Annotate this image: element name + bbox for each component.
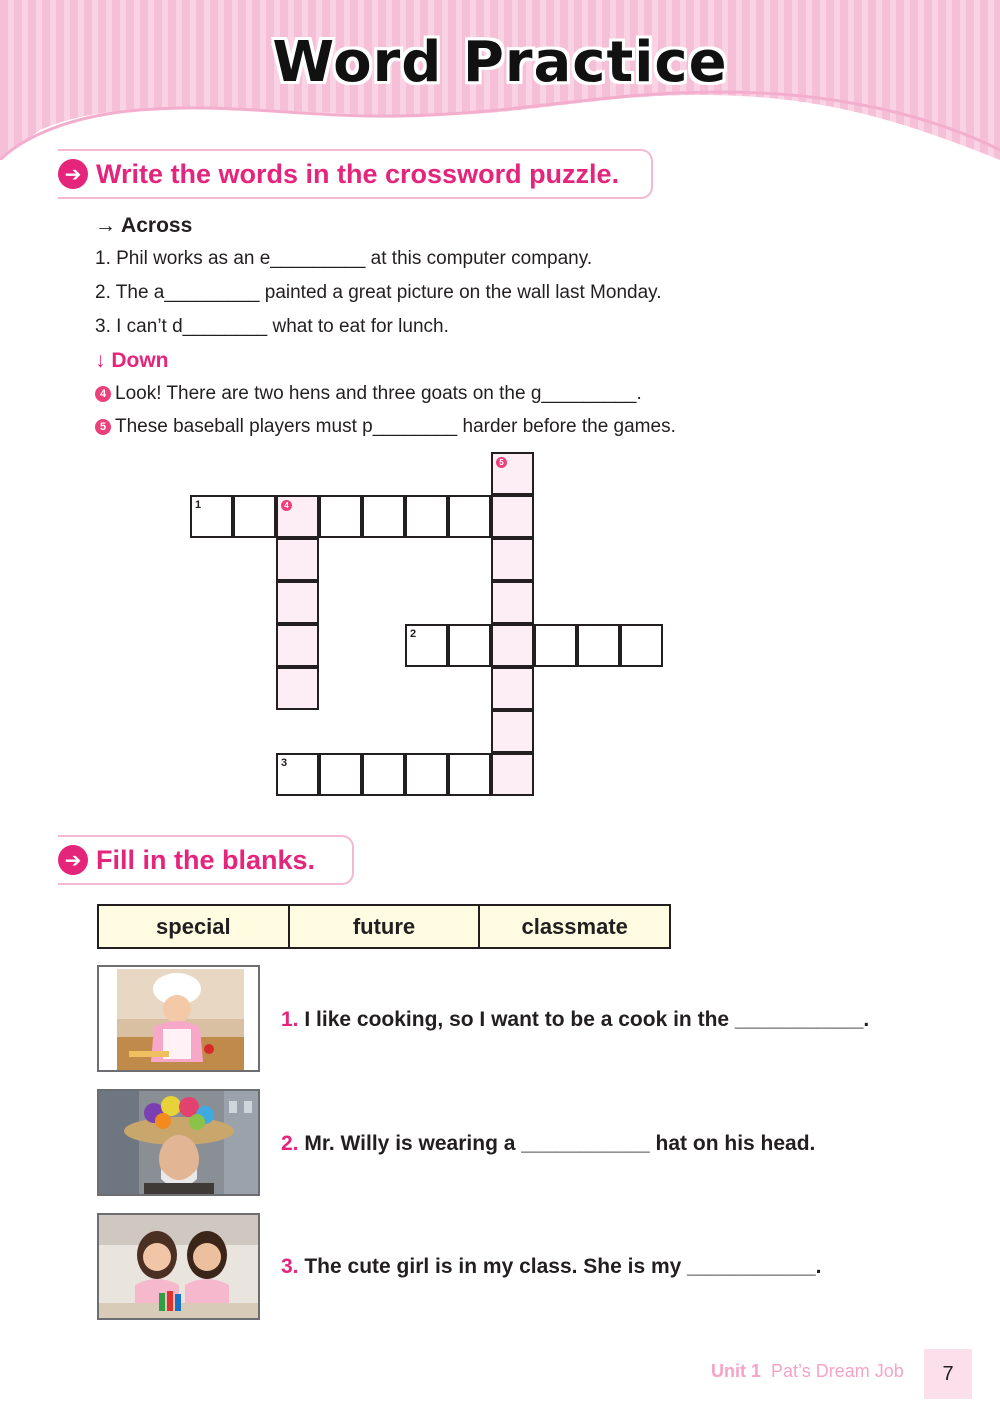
cooking-girl-image (97, 965, 260, 1072)
footer-unit (711, 1361, 904, 1382)
across-heading: → Across (95, 214, 193, 237)
sentence-number: 3. (281, 1255, 299, 1278)
crossword-cell[interactable] (448, 624, 491, 667)
crossword-cell[interactable] (491, 581, 534, 624)
crossword-cell[interactable] (233, 495, 276, 538)
across-clue-3: 3. I can’t d________ what to eat for lunch. (95, 316, 449, 337)
crossword-cell[interactable] (491, 667, 534, 710)
crossword-cell[interactable] (319, 495, 362, 538)
arrow-right-icon: ➔ (58, 159, 88, 189)
footer-unit-label: Unit 1 (711, 1361, 762, 1381)
crossword-cell[interactable] (276, 753, 319, 796)
across-clue-1: 1. Phil works as an e_________ at this computer company. (95, 248, 593, 269)
crossword-cell[interactable] (491, 538, 534, 581)
down-clue-4-text: Look! There are two hens and three goats on the g_________. (115, 383, 642, 404)
crossword-section-title: Write the words in the crossword puzzle. (96, 158, 620, 189)
crossword-cell[interactable] (276, 538, 319, 581)
cell-number: 5 (496, 457, 507, 468)
crossword-cell[interactable] (276, 581, 319, 624)
crossword-cell[interactable] (276, 667, 319, 710)
fill-section-header (58, 835, 354, 885)
crossword-cell[interactable] (448, 753, 491, 796)
cell-number: 4 (281, 500, 292, 511)
page-title: Word Practice (272, 30, 728, 95)
word-bank-item: classmate (521, 913, 628, 939)
crossword-cell[interactable] (362, 495, 405, 538)
word-bank-item: future (290, 906, 481, 947)
sentence-3 (281, 1255, 821, 1279)
crossword-cell[interactable] (405, 495, 448, 538)
sentence-text: I like cooking, so I want to be a cook in the ___________. (304, 1008, 870, 1031)
sentence-2 (281, 1132, 815, 1156)
word-bank-item: special (99, 906, 290, 947)
footer-unit-title: Pat’s Dream Job (771, 1361, 904, 1381)
crossword-cell[interactable] (405, 624, 448, 667)
crossword-cell[interactable] (362, 753, 405, 796)
word-bank (97, 904, 671, 949)
clue-number-badge: 5 (95, 419, 111, 435)
down-clue-5 (95, 416, 676, 438)
classmates-image (97, 1213, 260, 1320)
down-clue-5-text: These baseball players must p________ harder before the games. (115, 416, 676, 437)
crossword-cell[interactable] (577, 624, 620, 667)
sentence-number: 2. (281, 1132, 299, 1155)
crossword-cell[interactable] (448, 495, 491, 538)
sentence-text: Mr. Willy is wearing a ___________ hat on his head. (304, 1132, 816, 1155)
crossword-cell[interactable] (319, 753, 362, 796)
crossword-cell[interactable] (276, 624, 319, 667)
crossword-cell[interactable] (491, 710, 534, 753)
crossword-section-header (58, 149, 653, 199)
crossword-cell[interactable] (534, 624, 577, 667)
crossword-cell[interactable] (491, 495, 534, 538)
cell-number: 1 (195, 499, 202, 511)
crossword-cell[interactable] (491, 452, 534, 495)
sentence-text: The cute girl is in my class. She is my ___________. (304, 1255, 822, 1278)
arrow-right-icon: ➔ (58, 845, 88, 875)
page-number: 7 (924, 1349, 972, 1399)
down-clue-4 (95, 383, 642, 405)
crossword-cell[interactable] (190, 495, 233, 538)
flower-hat-man-image (97, 1089, 260, 1196)
cell-number: 3 (281, 757, 288, 769)
sentence-1 (281, 1008, 869, 1032)
crossword-cell[interactable] (276, 495, 319, 538)
crossword-cell[interactable] (491, 753, 534, 796)
across-clue-2: 2. The a_________ painted a great picture on the wall last Monday. (95, 282, 662, 303)
clue-number-badge: 4 (95, 386, 111, 402)
crossword-cell[interactable] (405, 753, 448, 796)
sentence-number: 1. (281, 1008, 299, 1031)
cell-number: 2 (410, 628, 417, 640)
crossword-cell[interactable] (620, 624, 663, 667)
down-heading: ↓ Down (95, 349, 169, 372)
crossword-cell[interactable] (491, 624, 534, 667)
fill-section-title: Fill in the blanks. (96, 844, 316, 875)
